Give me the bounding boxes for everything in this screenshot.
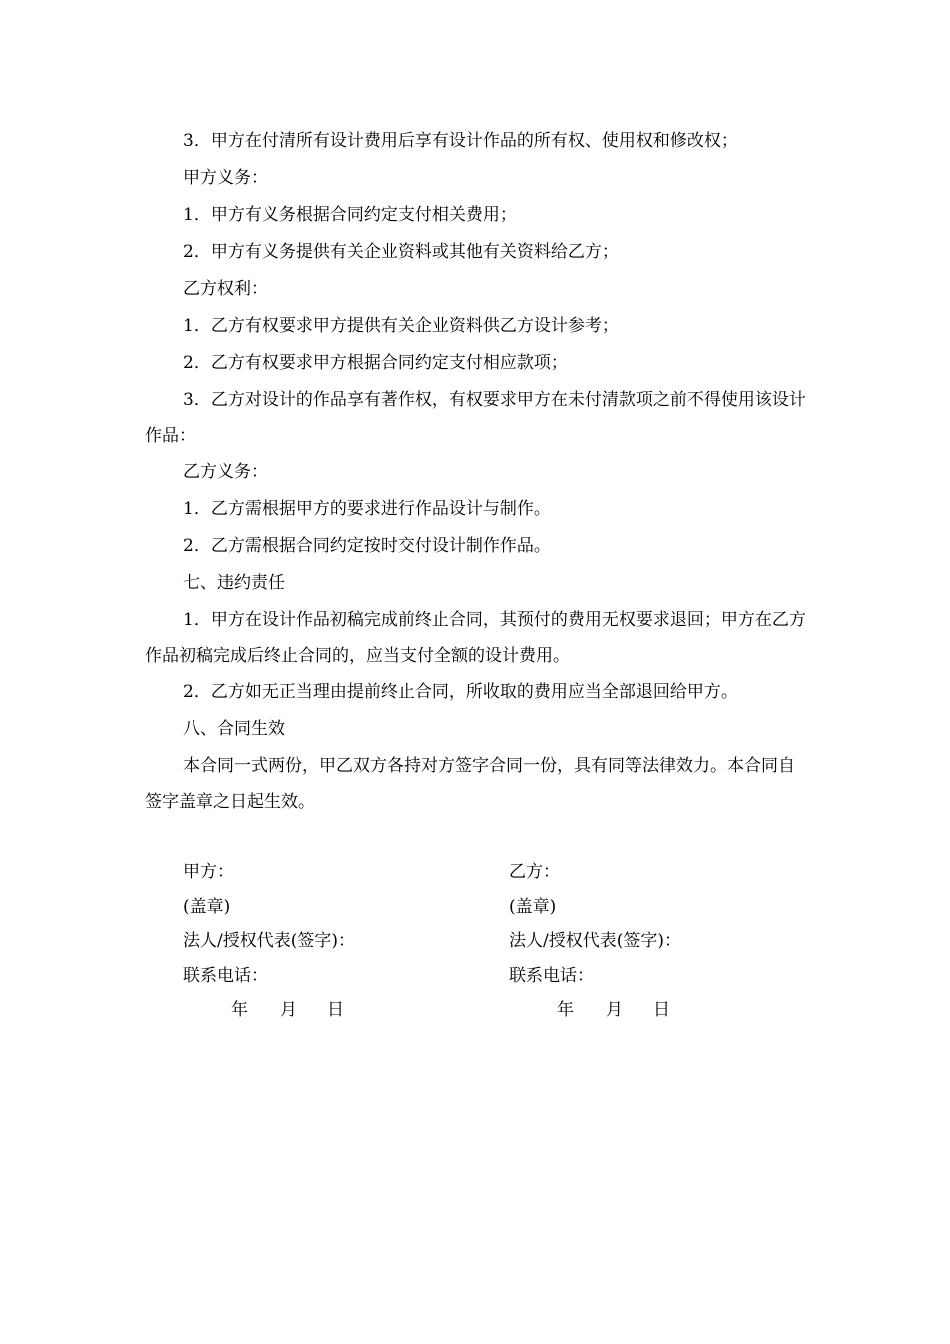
effectiveness-clause: 本合同一式两份，甲乙双方各持对方签字合同一份，具有同等法律效力。本合同自签字盖章之日起生效。 — [145, 756, 795, 812]
party-b-phone: 联系电话： — [509, 965, 594, 986]
party-b-seal: (盖章) — [509, 896, 557, 917]
clause-b-right-3: 3．乙方对设计的作品享有著作权，有权要求甲方在未付清款项之前不得使用该设计作品： — [145, 390, 806, 446]
party-b-year: 年 — [557, 1000, 574, 1020]
party-a-year: 年 — [231, 1000, 248, 1020]
party-a-rep: 法人/授权代表(签字)： — [183, 931, 355, 951]
breach-clause-2: 2．乙方如无正当理由提前终止合同，所收取的费用应当全部退回给甲方。 — [183, 682, 738, 702]
party-b-rights-heading: 乙方权利： — [183, 279, 268, 299]
party-a-day: 日 — [327, 1000, 344, 1020]
party-b-month: 月 — [606, 1000, 623, 1020]
clause-a-obligation-1: 1．甲方有义务根据合同约定支付相关费用； — [183, 205, 517, 225]
contract-body — [145, 123, 810, 820]
party-a-month: 月 — [280, 1000, 297, 1020]
clause-a-right-3: 3．甲方在付清所有设计费用后享有设计作品的所有权、使用权和修改权； — [183, 131, 738, 151]
clause-a-obligation-2: 2．甲方有义务提供有关企业资料或其他有关资料给乙方； — [183, 242, 619, 262]
party-b-obligations-heading: 乙方义务： — [183, 462, 268, 482]
party-a-obligations-heading: 甲方义务： — [183, 168, 268, 188]
party-a-title: 甲方： — [183, 862, 234, 882]
section-8-heading: 八、合同生效 — [183, 719, 285, 739]
clause-b-right-2: 2．乙方有权要求甲方根据合同约定支付相应款项； — [183, 353, 568, 373]
party-a-phone: 联系电话： — [183, 965, 268, 986]
clause-b-right-1: 1．乙方有权要求甲方提供有关企业资料供乙方设计参考； — [183, 316, 619, 336]
party-b-day: 日 — [653, 1000, 670, 1020]
clause-b-obligation-2: 2．乙方需根据合同约定按时交付设计制作作品。 — [183, 536, 551, 556]
party-b-date — [509, 993, 809, 1027]
section-7-heading: 七、违约责任 — [183, 573, 285, 593]
party-b-rep: 法人/授权代表(签字)： — [509, 931, 681, 951]
party-a-date — [183, 993, 483, 1027]
breach-clause-1: 1．甲方在设计作品初稿完成前终止合同，其预付的费用无权要求退回；甲方在乙方作品初稿完成后终止合同的，应当支付全额的设计费用。 — [145, 610, 806, 666]
party-a-seal: (盖章) — [183, 896, 231, 917]
party-a-signature — [183, 855, 483, 1027]
party-b-signature — [509, 855, 809, 1027]
party-b-title: 乙方： — [509, 862, 560, 882]
clause-b-obligation-1: 1．乙方需根据甲方的要求进行作品设计与制作。 — [183, 499, 551, 519]
